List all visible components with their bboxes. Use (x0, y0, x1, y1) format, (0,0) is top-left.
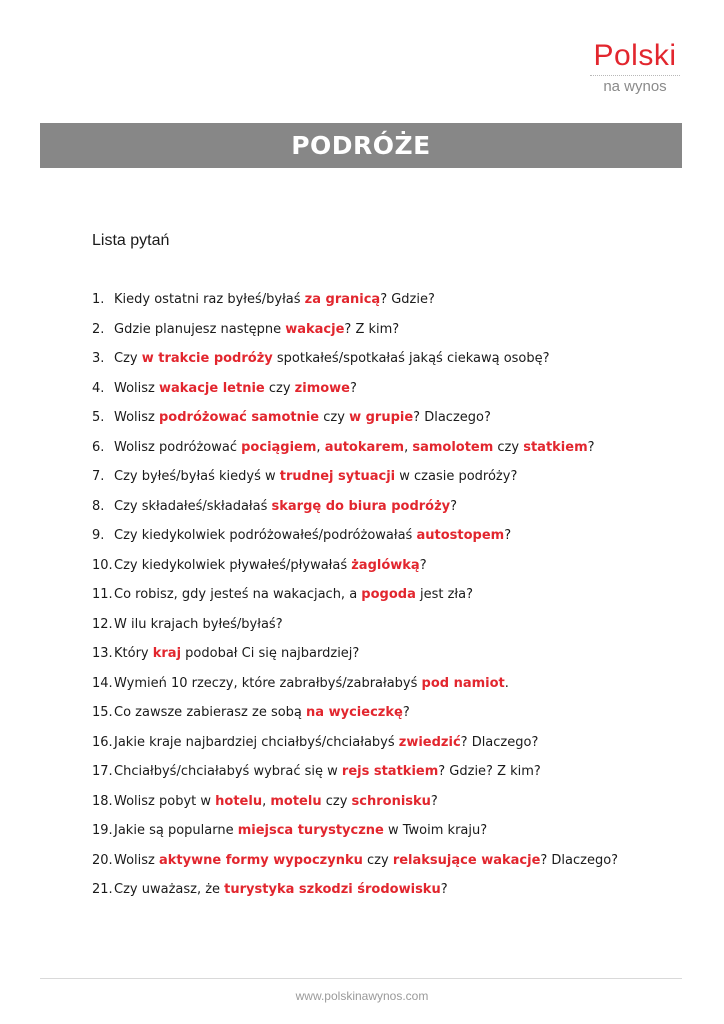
question-text-fragment: ? (504, 528, 512, 543)
question-text-fragment: ? Gdzie? (380, 292, 435, 307)
question-text-fragment: podobał Ci się najbardziej? (181, 646, 360, 661)
highlighted-phrase: trudnej sytuacji (279, 469, 396, 484)
question-text (114, 377, 357, 407)
question-text-fragment: ? (430, 793, 438, 809)
question-list (92, 288, 692, 908)
question-text-fragment: ? Gdzie? Z kim? (438, 764, 541, 779)
question-text-fragment: Chciałbyś/chciałabyś wybrać się w (114, 764, 342, 779)
question-text-fragment: w czasie podróży? (395, 469, 518, 484)
logo-wordmark: Polski (593, 39, 677, 72)
question-text (114, 554, 427, 584)
question-number: 2. (92, 321, 105, 337)
highlighted-phrase: pogoda (361, 587, 416, 602)
question-item (92, 760, 692, 790)
question-text-fragment: ? (419, 557, 427, 573)
question-number: 16. (92, 734, 113, 750)
question-item (92, 819, 692, 849)
question-item (92, 642, 692, 672)
question-text-fragment: Co robisz, gdy jesteś na wakacjach, a (114, 587, 362, 602)
footer-divider (40, 978, 682, 979)
question-number: 15. (92, 705, 113, 720)
question-text-fragment: , (404, 439, 413, 455)
question-number: 6. (92, 439, 105, 455)
question-text-fragment: Co zawsze zabierasz ze sobą (114, 705, 307, 720)
question-number: 17. (92, 764, 113, 779)
question-text-fragment: ? (440, 882, 448, 897)
question-text-fragment: w Twoim kraju? (383, 823, 488, 838)
question-number: 14. (92, 675, 113, 691)
question-text-fragment: Wolisz podróżować (114, 439, 242, 455)
question-number: 10. (92, 557, 113, 573)
question-text-fragment: Czy składałeś/składałaś (114, 498, 272, 514)
question-text-fragment: Czy byłeś/byłaś kiedyś w (114, 469, 280, 484)
question-text (114, 849, 618, 879)
question-text-fragment: ? Dlaczego? (460, 734, 539, 750)
question-text (114, 819, 487, 849)
question-text-fragment: ? (450, 498, 458, 514)
question-text (114, 583, 473, 613)
question-text (114, 613, 283, 643)
highlighted-phrase: rejs statkiem (341, 764, 439, 779)
highlighted-phrase: relaksujące wakacje (392, 852, 541, 868)
question-item (92, 465, 692, 495)
question-text (114, 347, 550, 377)
highlighted-phrase: statkiem (523, 439, 588, 455)
question-number: 12. (92, 616, 113, 632)
question-item (92, 288, 692, 318)
question-item (92, 377, 692, 407)
question-text-fragment: Jakie kraje najbardziej chciałbyś/chciałabyś (114, 734, 399, 750)
highlighted-phrase: miejsca turystyczne (237, 823, 384, 838)
question-text-fragment: ? (402, 705, 410, 720)
question-text-fragment: Czy kiedykolwiek pływałeś/pływałaś (114, 557, 352, 573)
question-text-fragment: W ilu krajach byłeś/byłaś? (114, 616, 283, 632)
question-item (92, 318, 692, 348)
question-text-fragment: Wolisz pobyt w (114, 793, 216, 809)
question-item (92, 495, 692, 525)
question-number: 8. (92, 498, 105, 514)
question-text-fragment: Czy uważasz, że (114, 882, 225, 897)
question-number: 1. (92, 292, 105, 307)
question-text-fragment: Wolisz (114, 380, 159, 396)
question-text-fragment: Wolisz (114, 410, 159, 425)
highlighted-phrase: hotelu (215, 793, 263, 809)
highlighted-phrase: w grupie (349, 410, 414, 425)
highlighted-phrase: schronisku (351, 793, 431, 809)
question-text-fragment: czy (493, 439, 524, 455)
question-text (114, 731, 538, 761)
brand-logo (590, 40, 680, 96)
question-text-fragment: Wolisz (114, 852, 159, 868)
footer-url: www.polskinawynos.com (295, 989, 429, 1003)
question-text (114, 495, 457, 525)
question-text (114, 318, 399, 348)
question-number: 5. (92, 410, 105, 425)
question-item (92, 613, 692, 643)
page-title: PODRÓŻE (291, 131, 431, 160)
question-text-fragment: czy (319, 410, 350, 425)
question-item (92, 849, 692, 879)
question-text-fragment: , (316, 439, 325, 455)
question-text-fragment: czy (321, 793, 352, 809)
question-text-fragment: ? (350, 380, 357, 396)
question-number: 19. (92, 823, 113, 838)
question-number: 20. (92, 852, 113, 868)
question-text-fragment: czy (362, 852, 393, 868)
highlighted-phrase: kraj (152, 646, 182, 661)
highlighted-phrase: podróżować samotnie (159, 410, 320, 425)
highlighted-phrase: motelu (270, 793, 322, 809)
question-number: 11. (92, 587, 113, 602)
highlighted-phrase: wakacje (285, 321, 345, 337)
question-number: 4. (92, 380, 105, 396)
highlighted-phrase: samolotem (412, 439, 494, 455)
question-text-fragment: Który (114, 646, 153, 661)
question-item (92, 554, 692, 584)
question-text (114, 288, 435, 318)
highlighted-phrase: zimowe (294, 380, 350, 396)
question-item (92, 672, 692, 702)
highlighted-phrase: zwiedzić (398, 734, 461, 750)
question-text (114, 642, 359, 672)
logo-tagline: na wynos (603, 78, 667, 95)
question-number: 13. (92, 646, 113, 661)
question-text-fragment: Wymień 10 rzeczy, które zabrałbyś/zabrałabyś (114, 675, 422, 691)
question-number: 3. (92, 351, 105, 366)
question-text (114, 760, 541, 790)
question-text (114, 701, 410, 731)
question-text-fragment: Jakie są popularne (114, 823, 238, 838)
question-item (92, 790, 692, 820)
question-text (114, 672, 509, 702)
question-text (114, 878, 448, 908)
highlighted-phrase: żaglówką (351, 557, 420, 573)
question-item (92, 583, 692, 613)
question-text-fragment: jest zła? (415, 587, 473, 602)
question-text-fragment: . (504, 675, 509, 691)
question-text (114, 790, 438, 820)
highlighted-phrase: pociągiem (241, 439, 317, 455)
highlighted-phrase: turystyka szkodzi środowisku (224, 882, 441, 897)
question-text-fragment: czy (264, 380, 295, 396)
highlighted-phrase: pod namiot (421, 675, 505, 691)
question-number: 7. (92, 469, 105, 484)
question-text-fragment: ? Z kim? (344, 321, 400, 337)
question-item (92, 406, 692, 436)
question-text-fragment: Czy kiedykolwiek podróżowałeś/podróżowałaś (114, 528, 417, 543)
highlighted-phrase: na wycieczkę (306, 705, 403, 720)
question-item (92, 524, 692, 554)
question-text (114, 436, 595, 466)
question-text (114, 524, 511, 554)
question-text-fragment: , (262, 793, 271, 809)
question-text (114, 465, 517, 495)
question-item (92, 701, 692, 731)
highlighted-phrase: autokarem (324, 439, 405, 455)
question-item (92, 878, 692, 908)
highlighted-phrase: aktywne formy wypoczynku (159, 852, 363, 868)
question-text-fragment: ? Dlaczego? (540, 852, 619, 868)
question-text (114, 406, 491, 436)
question-text-fragment: spotkałeś/spotkałaś jakąś ciekawą osobę? (272, 351, 550, 366)
question-text-fragment: ? Dlaczego? (413, 410, 491, 425)
question-item (92, 436, 692, 466)
question-text-fragment: ? (587, 439, 595, 455)
question-number: 18. (92, 793, 113, 809)
question-text-fragment: Gdzie planujesz następne (114, 321, 286, 337)
question-text-fragment: Kiedy ostatni raz byłeś/byłaś (114, 292, 305, 307)
highlighted-phrase: w trakcie podróży (141, 351, 273, 366)
highlighted-phrase: za granicą (304, 292, 381, 307)
section-subtitle: Lista pytań (92, 232, 170, 249)
question-number: 9. (92, 528, 105, 543)
logo-divider (590, 75, 680, 76)
question-text-fragment: Czy (114, 351, 142, 366)
title-banner (40, 123, 682, 168)
highlighted-phrase: skargę do biura podróży (271, 498, 451, 514)
question-number: 21. (92, 882, 113, 897)
question-item (92, 347, 692, 377)
question-item (92, 731, 692, 761)
highlighted-phrase: autostopem (416, 528, 505, 543)
highlighted-phrase: wakacje letnie (159, 380, 265, 396)
